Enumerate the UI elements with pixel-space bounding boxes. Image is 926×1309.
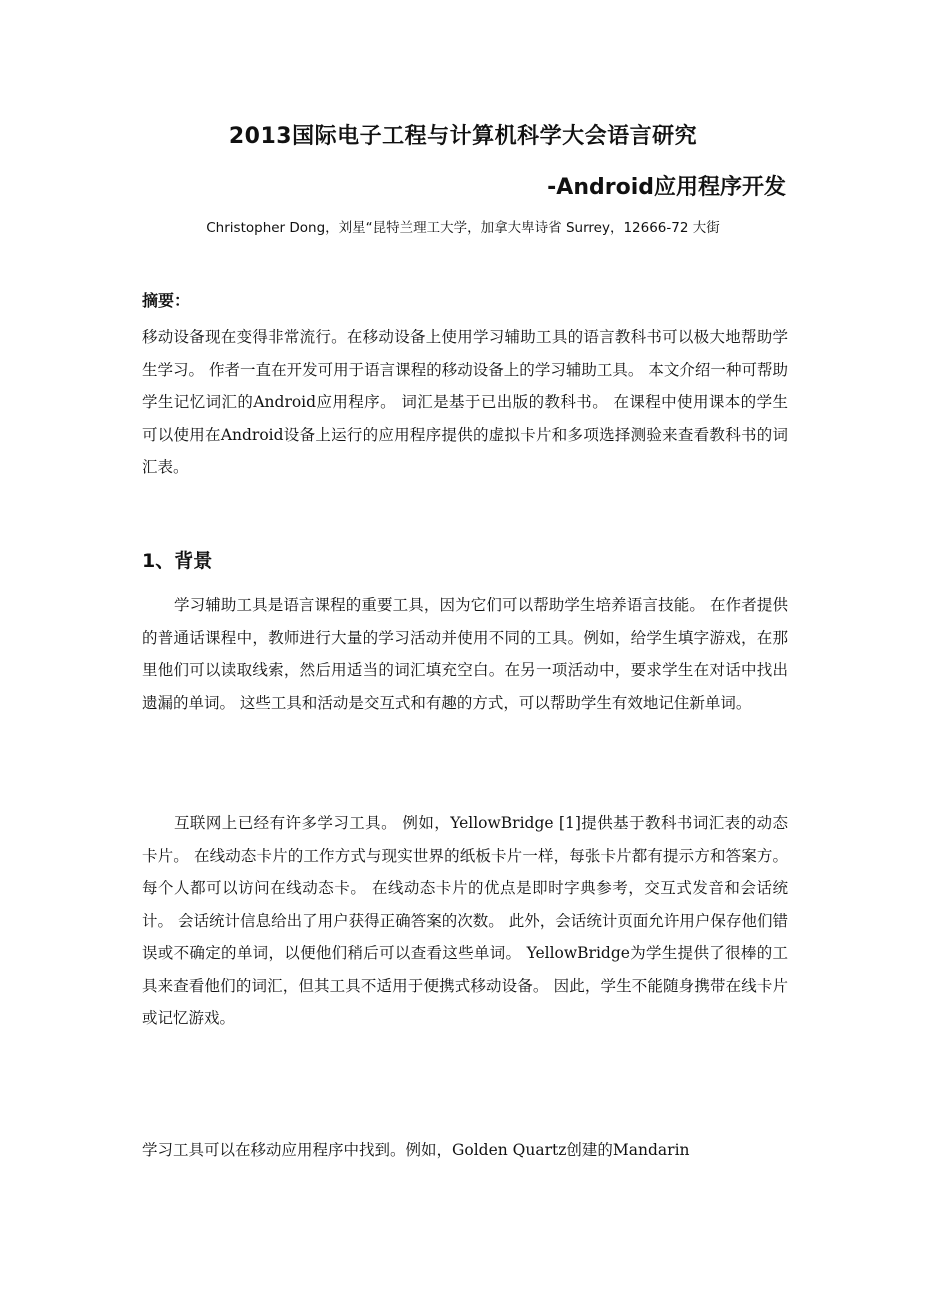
paper-subtitle: -Android应用程序开发 [547, 175, 786, 200]
body-paragraph: 学习辅助工具是语言课程的重要工具，因为它们可以帮助学生培养语言技能。 在作者提供的普通话课程中，教师进行大量的学习活动并使用不同的工具。例如，给学生填字游戏，在那里他们可以读取线索，然后用适当的词汇填充空白。在另一项活动中，要求学生在对话中找出遗漏的单词。 这些工具和活动是交互式和有趣的方式，可以帮助学生有效地记住新单词。 [142, 596, 788, 712]
section-heading-background: 1、背景 [142, 550, 213, 572]
author-affiliation: Christopher Dong，刘星“昆特兰理工大学，加拿大卑诗省 Surrey，12666-72 大街 [206, 220, 720, 236]
body-paragraph: 互联网上已经有许多学习工具。 例如，YellowBridge [1]提供基于教科书词汇表的动态卡片。 在线动态卡片的工作方式与现实世界的纸板卡片一样，每张卡片都有提示方和答案方。 每个人都可以访问在线动态卡。 在线动态卡片的优点是即时字典参考，交互式发音和会话统计。 会话统计信息给出了用户获得正确答案的次数。 此外，会话统计页面允许用户保存他们错误或不确定的单词，以便他们稍后可以查看这些单词。 YellowBridge为学生提供了很棒的工具来查看他们的词汇，但其工具不适用于便携式移动设备。 因此，学生不能随身携带在线卡片或记忆游戏。 [142, 814, 788, 1027]
abstract-paragraph: 移动设备现在变得非常流行。在移动设备上使用学习辅助工具的语言教科书可以极大地帮助学生学习。 作者一直在开发可用于语言课程的移动设备上的学习辅助工具。 本文介绍一种可帮助学生记忆词汇的Android应用程序。 词汇是基于已出版的教科书。 在课程中使用课本的学生可以使用在Android设备上运行的应用程序提供的虚拟卡片和多项选择测验来查看教科书的词汇表。 [142, 328, 788, 476]
abstract-heading: 摘要： [142, 291, 191, 310]
paper-title: 2013国际电子工程与计算机科学大会语言研究 [228, 124, 698, 149]
body-paragraph: 学习工具可以在移动应用程序中找到。例如，Golden Quartz创建的Mandarin [142, 1141, 690, 1159]
